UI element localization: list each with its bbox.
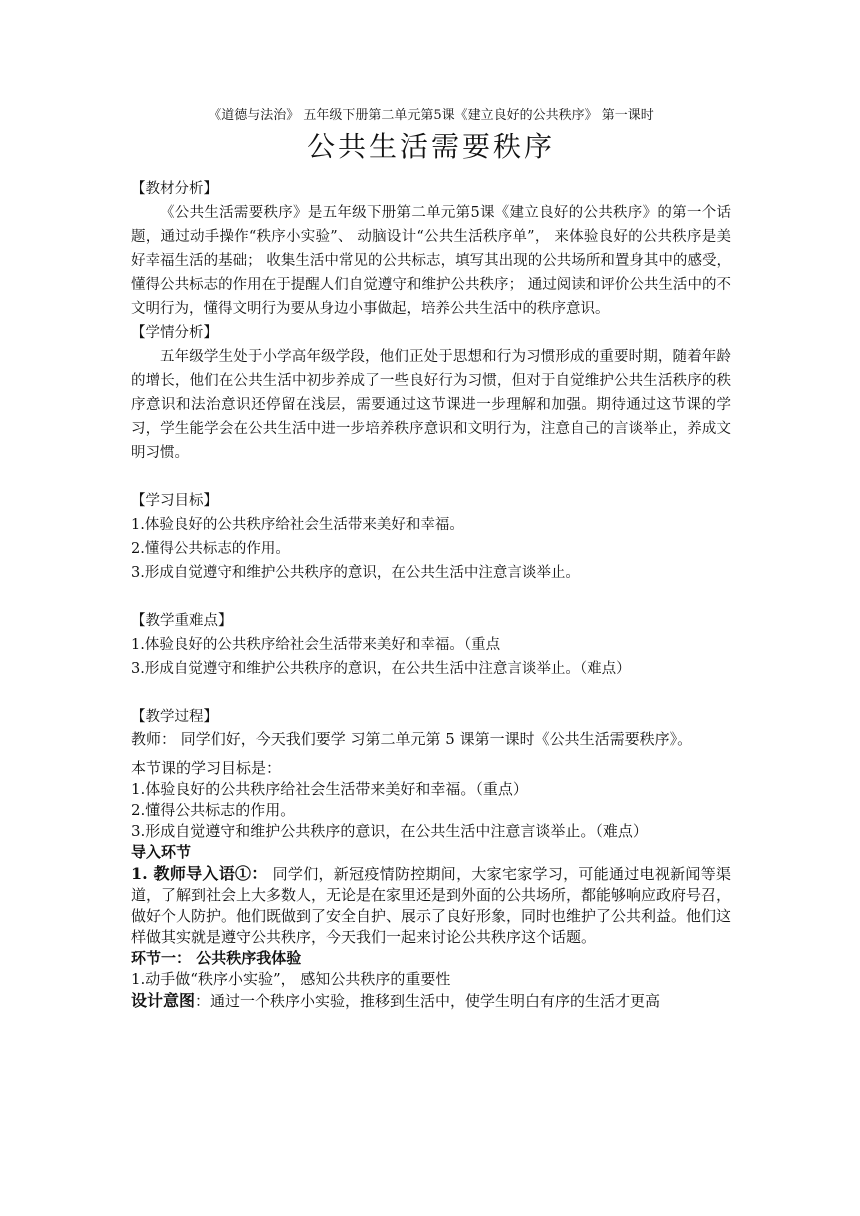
keypoint-item: 1.体验良好的公共秩序给社会生活带来美好和幸福。（重点 <box>131 637 501 653</box>
process-body <box>131 729 731 1012</box>
analysis-paragraph: 《公共生活需要秩序》是五年级下册第二单元第5课《建立良好的公共秩序》的第一个话题，通过动手操作“秩序小实验”、 动脑设计“公共生活秩序单”， 来体验良好的公共秩序是美好幸福生活的基础； 收集生活中常见的公共标志，填写其出现的公共场所和置身其中的感受，懂得公共标志的作用在于提醒人们自觉遵守和维护公共秩序； 通过阅读和评价公共生活中的不文明行为，懂得文明行为要从身边小事做起，培养公共生活中的秩序意识。 <box>131 205 731 317</box>
lead-text: 同学们，新冠疫情防控期间，大家宅家学习，可能通过电视新闻等渠道，了解到社会上大多数人，无论是在家里还是到外面的公共场所，都能够响应政府号召，做好个人防护。他们既做到了安全自护、展示了良好形象，同时也维护了公共利益。他们这样做其实就是遵守公共秩序，今天我们一起来讨论公共秩序这个话题。 <box>131 865 732 946</box>
goal-item: 1.体验良好的公共秩序给社会生活带来美好和幸福。 <box>131 517 464 533</box>
section1-heading: 环节一： 公共秩序我体验 <box>131 949 302 967</box>
goal-item: 2.懂得公共标志的作用。 <box>131 541 290 557</box>
process-goal-item: 2.懂得公共标志的作用。 <box>131 801 296 819</box>
lesson-header: 《道德与法治》 五年级下册第二单元第5课《建立良好的公共秩序》 第一课时 <box>208 108 654 123</box>
lead-paragraph <box>131 863 731 948</box>
section-heading-student: 【学情分析】 <box>131 325 218 341</box>
intent-text: ：通过一个秩序小实验，推移到生活中，使学生明白有序的生活才更高 <box>195 992 661 1010</box>
section-heading-analysis: 【教材分析】 <box>131 181 218 197</box>
process-goal-item: 3.形成自觉遵守和维护公共秩序的意识，在公共生活中注意言谈举止。（难点） <box>131 822 648 840</box>
process-goal-item: 1.体验良好的公共秩序给社会生活带来美好和幸福。（重点） <box>131 780 528 798</box>
process-goals-label: 本节课的学习目标是： <box>131 759 282 777</box>
section-heading-process: 【教学过程】 <box>131 709 218 725</box>
teacher-intro: 教师： 同学们好，今天我们要学 习第二单元第 5 课第一课时《公共生活需要秩序》。 <box>131 730 693 748</box>
section-heading-goals: 【学习目标】 <box>131 493 218 509</box>
page-title: 公共生活需要秩序 <box>306 130 555 163</box>
student-paragraph: 五年级学生处于小学高年级学段，他们正处于思想和行为习惯形成的重要时期，随着年龄的增长，他们在公共生活中初步养成了一些良好行为习惯，但对于自觉维护公共生活秩序的秩序意识和法治意识还停留在浅层，需要通过这节课进一步理解和加强。期待通过这节课的学习，学生能学会在公共生活中进一步培养秩序意识和文明行为，注意自己的言谈举止，养成文明习惯。 <box>131 349 731 461</box>
intent-paragraph <box>131 990 731 1012</box>
intent-label: 设计意图 <box>131 991 196 1010</box>
lead-label: 1. 教师导入语①： <box>131 864 268 883</box>
intro-section-heading: 导入环节 <box>131 843 192 861</box>
goal-item: 3.形成自觉遵守和维护公共秩序的意识，在公共生活中注意言谈举止。 <box>131 565 580 581</box>
step1-text: 1.动手做“秩序小实验”， 感知公共秩序的重要性 <box>131 970 451 988</box>
document-body <box>131 104 731 1012</box>
keypoint-item: 3.形成自觉遵守和维护公共秩序的意识，在公共生活中注意言谈举止。（难点） <box>131 661 631 677</box>
section-heading-keypoints: 【教学重难点】 <box>131 613 233 629</box>
